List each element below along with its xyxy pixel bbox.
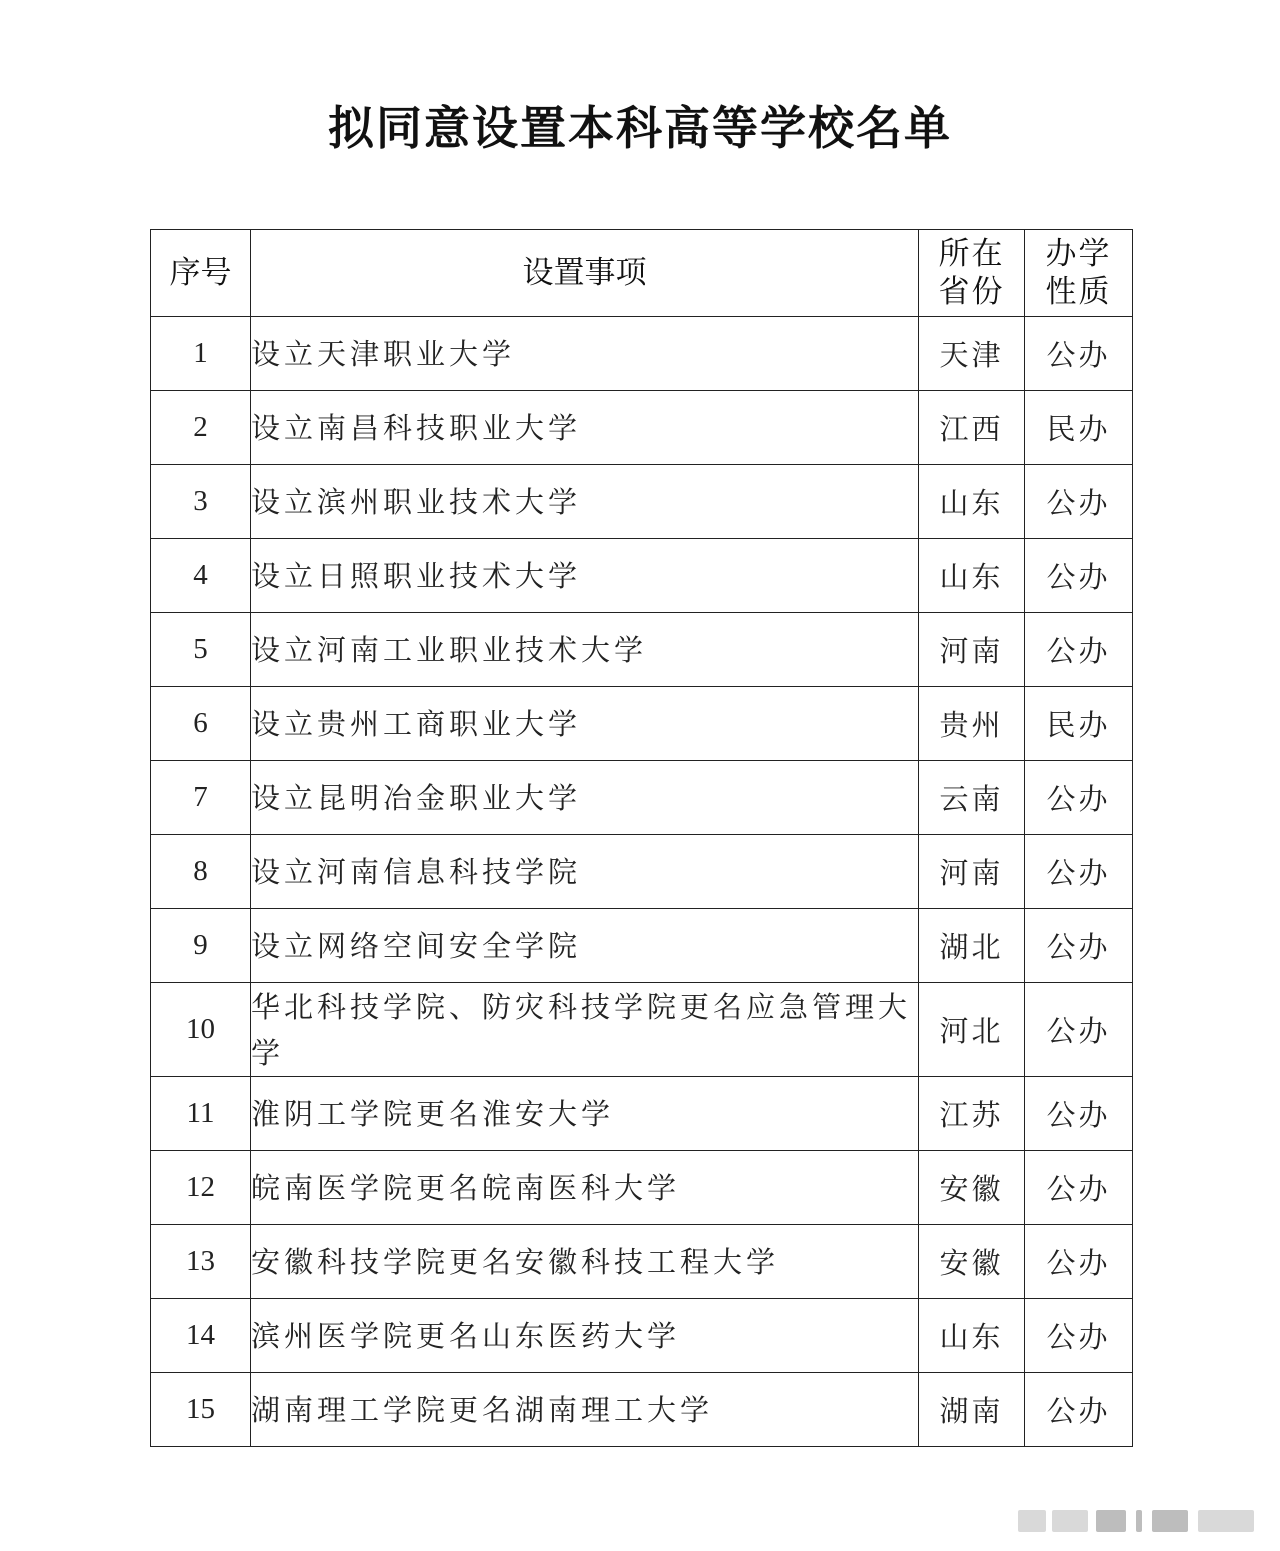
row-province: 山东 — [919, 539, 1025, 613]
table-row — [151, 761, 1133, 835]
row-number: 3 — [151, 465, 251, 539]
table-row — [151, 1225, 1133, 1299]
row-number: 6 — [151, 687, 251, 761]
row-type: 公办 — [1025, 317, 1133, 391]
row-province: 云南 — [919, 761, 1025, 835]
row-province: 安徽 — [919, 1151, 1025, 1225]
header-province-line1: 所在 — [938, 236, 1005, 272]
row-number: 4 — [151, 539, 251, 613]
row-type: 公办 — [1025, 1373, 1133, 1447]
row-number: 12 — [151, 1151, 251, 1225]
row-province: 贵州 — [919, 687, 1025, 761]
row-number: 2 — [151, 391, 251, 465]
row-item: 设立网络空间安全学院 — [251, 909, 919, 983]
row-item: 安徽科技学院更名安徽科技工程大学 — [251, 1225, 919, 1299]
header-row — [151, 230, 1133, 317]
row-number: 8 — [151, 835, 251, 909]
row-item: 设立滨州职业技术大学 — [251, 465, 919, 539]
row-type: 公办 — [1025, 909, 1133, 983]
page-title: 拟同意设置本科高等学校名单 — [328, 101, 952, 155]
row-item: 设立贵州工商职业大学 — [251, 687, 919, 761]
row-province: 山东 — [919, 1299, 1025, 1373]
table-row — [151, 613, 1133, 687]
table-row — [151, 835, 1133, 909]
row-type: 公办 — [1025, 539, 1133, 613]
header-province — [919, 230, 1025, 317]
row-type: 公办 — [1025, 761, 1133, 835]
row-province: 河南 — [919, 613, 1025, 687]
header-type — [1025, 230, 1133, 317]
table-row — [151, 465, 1133, 539]
row-item: 华北科技学院、防灾科技学院更名应急管理大学 — [251, 983, 919, 1077]
row-item: 设立河南工业职业技术大学 — [251, 613, 919, 687]
row-type: 公办 — [1025, 983, 1133, 1077]
row-item: 滨州医学院更名山东医药大学 — [251, 1299, 919, 1373]
table-row — [151, 687, 1133, 761]
school-list-table — [150, 229, 1133, 1447]
row-item: 设立昆明冶金职业大学 — [251, 761, 919, 835]
row-number: 15 — [151, 1373, 251, 1447]
row-item: 淮阴工学院更名淮安大学 — [251, 1077, 919, 1151]
watermark-logo — [1018, 1506, 1258, 1536]
row-type: 民办 — [1025, 687, 1133, 761]
row-number: 5 — [151, 613, 251, 687]
row-province: 湖南 — [919, 1373, 1025, 1447]
row-item: 皖南医学院更名皖南医科大学 — [251, 1151, 919, 1225]
row-type: 公办 — [1025, 465, 1133, 539]
table-row — [151, 1151, 1133, 1225]
row-province: 河北 — [919, 983, 1025, 1077]
table-row — [151, 909, 1133, 983]
row-province: 江西 — [919, 391, 1025, 465]
row-province: 山东 — [919, 465, 1025, 539]
header-type-line2: 性质 — [1045, 274, 1112, 310]
row-type: 公办 — [1025, 1225, 1133, 1299]
row-type: 公办 — [1025, 613, 1133, 687]
row-type: 公办 — [1025, 1299, 1133, 1373]
row-item: 设立日照职业技术大学 — [251, 539, 919, 613]
row-item: 设立南昌科技职业大学 — [251, 391, 919, 465]
row-type: 公办 — [1025, 1077, 1133, 1151]
row-province: 安徽 — [919, 1225, 1025, 1299]
row-type: 民办 — [1025, 391, 1133, 465]
table-row — [151, 317, 1133, 391]
row-province: 湖北 — [919, 909, 1025, 983]
row-item: 湖南理工学院更名湖南理工大学 — [251, 1373, 919, 1447]
table-row — [151, 391, 1133, 465]
row-item: 设立河南信息科技学院 — [251, 835, 919, 909]
row-number: 1 — [151, 317, 251, 391]
table-row — [151, 1299, 1133, 1373]
table-header — [151, 230, 1133, 317]
row-type: 公办 — [1025, 835, 1133, 909]
table-row — [151, 1077, 1133, 1151]
row-number: 7 — [151, 761, 251, 835]
table-row — [151, 1373, 1133, 1447]
row-item: 设立天津职业大学 — [251, 317, 919, 391]
row-number: 9 — [151, 909, 251, 983]
row-type: 公办 — [1025, 1151, 1133, 1225]
row-number: 14 — [151, 1299, 251, 1373]
header-province-line2: 省份 — [938, 274, 1005, 310]
row-number: 11 — [151, 1077, 251, 1151]
header-type-line1: 办学 — [1045, 236, 1112, 272]
row-province: 河南 — [919, 835, 1025, 909]
table-body — [151, 317, 1133, 1447]
table-row — [151, 539, 1133, 613]
row-province: 天津 — [919, 317, 1025, 391]
row-province: 江苏 — [919, 1077, 1025, 1151]
header-no: 序号 — [151, 230, 251, 317]
row-number: 13 — [151, 1225, 251, 1299]
header-item: 设置事项 — [251, 230, 919, 317]
table-row — [151, 983, 1133, 1077]
row-number: 10 — [151, 983, 251, 1077]
